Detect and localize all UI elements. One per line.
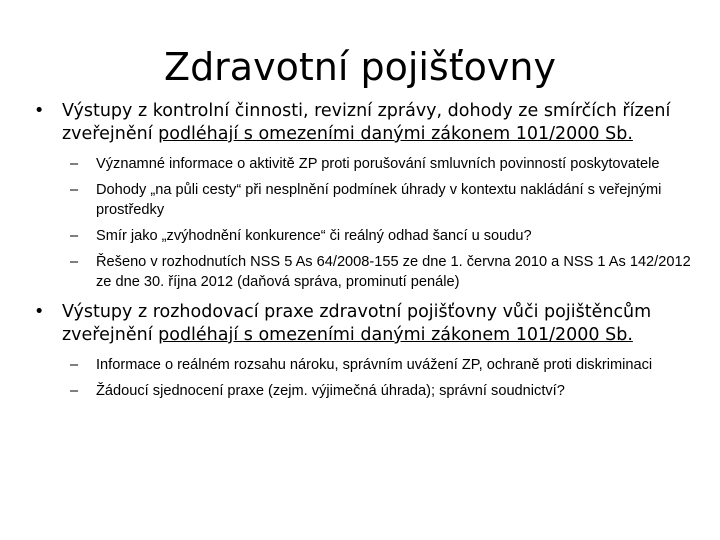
bullet-text: Výstupy z rozhodovací praxe zdravotní pojišťovny vůči pojištěncům zveřejnění (62, 302, 652, 345)
sub-bullet-item (62, 252, 702, 292)
slide-content (30, 100, 702, 410)
sub-bullet-item (62, 180, 702, 220)
sub-bullet-item (62, 226, 702, 246)
sub-bullet-item (62, 154, 702, 174)
sub-bullet-item (62, 381, 702, 401)
sub-bullet-text: Dohody „na půli cesty“ při nesplnění podmínek úhrady v kontextu nakládání s veřejnými prostředky (96, 182, 662, 218)
dash-marker: – (70, 182, 79, 198)
sub-bullet-item (62, 355, 702, 375)
bullet-text-underlined: podléhají s omezeními danými zákonem 101/2000 Sb. (158, 325, 633, 345)
sub-bullet-text: Řešeno v rozhodnutích NSS 5 As 64/2008-155 ze dne 1. června 2010 a NSS 1 As 142/2012 ze dne 30. října 2012 (daňová správa, prominutí penále) (96, 254, 691, 290)
sub-bullet-text: Žádoucí sjednocení praxe (zejm. výjimečná úhrada); správní soudnictví? (96, 383, 565, 399)
bullet-text: Výstupy z kontrolní činnosti, revizní zprávy, dohody ze smírčích řízení zveřejnění (62, 101, 671, 144)
dash-marker: – (70, 156, 79, 172)
bullet-text-underlined: podléhají s omezeními danými zákonem 101/2000 Sb. (158, 124, 633, 144)
dash-marker: – (70, 383, 79, 399)
bullet-item-2 (30, 301, 702, 401)
bullet-marker: • (34, 302, 45, 322)
dash-marker: – (70, 357, 79, 373)
slide-title: Zdravotní pojišťovny (164, 45, 556, 89)
sub-bullet-text: Smír jako „zvýhodnění konkurence“ či reálný odhad šancí u soudu? (96, 228, 532, 244)
dash-marker: – (70, 254, 79, 270)
dash-marker: – (70, 228, 79, 244)
sub-bullet-text: Informace o reálném rozsahu nároku, správním uvážení ZP, ochraně proti diskriminaci (96, 357, 653, 373)
sub-bullet-text: Významné informace o aktivitě ZP proti porušování smluvních povinností poskytovatele (96, 156, 660, 172)
sub-bullet-list (62, 154, 702, 292)
bullet-marker: • (34, 101, 45, 121)
sub-bullet-list (62, 355, 702, 401)
bullet-item-1 (30, 100, 702, 292)
